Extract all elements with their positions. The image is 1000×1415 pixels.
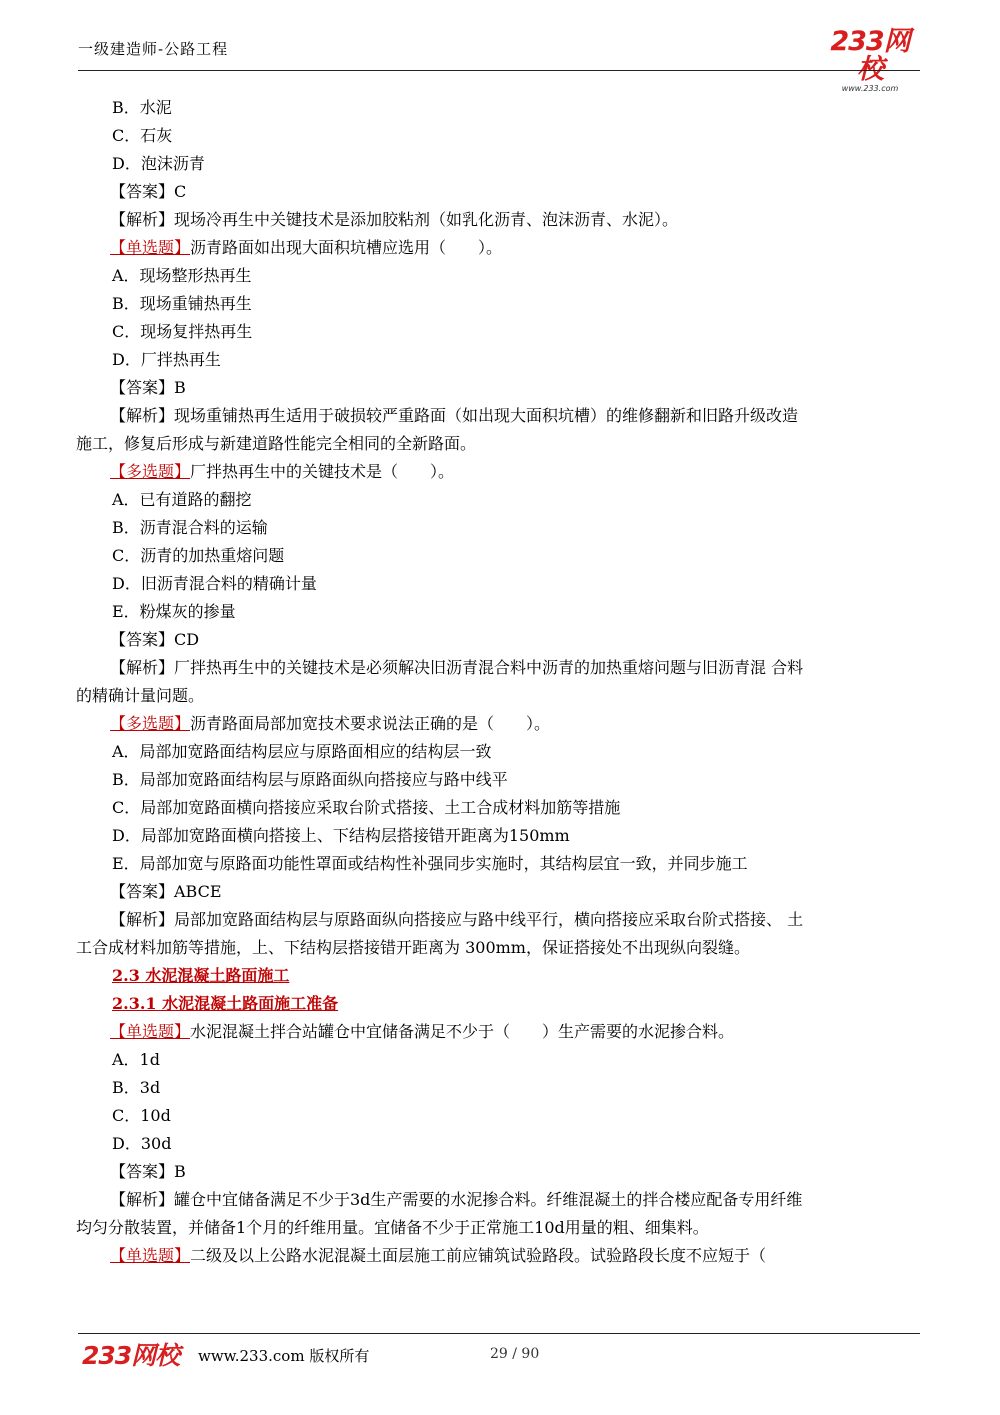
answer: 【答案】C [110, 182, 187, 201]
question-type-tag: 【单选题】 [110, 238, 191, 257]
option-a: A．现场整形热再生 [112, 266, 252, 285]
option-e: E．局部加宽与原路面功能性罩面或结构性补强同步实施时，其结构层宜一致，并同步施工 [112, 854, 748, 873]
brand-logo [820, 28, 920, 93]
logo-url-text: www.233.com [841, 84, 899, 93]
option-b: B．水泥 [112, 98, 172, 117]
option-a: A．已有道路的翻挖 [112, 490, 252, 509]
option-d: D．局部加宽路面横向搭接上、下结构层搭接错开距离为150mm [112, 826, 570, 845]
option-d: D．厂拌热再生 [112, 350, 221, 369]
question-type-tag: 【多选题】 [110, 462, 191, 481]
question-type-tag: 【多选题】 [110, 714, 191, 733]
analysis: 【解析】厂拌热再生中的关键技术是必须解决旧沥青混合料中沥青的加热重熔问题与旧沥青混 合料 [110, 658, 804, 677]
footer-logo: 233网校 [82, 1341, 180, 1370]
analysis-continued: 施工，修复后形成与新建道路性能完全相同的全新路面。 [76, 434, 477, 453]
question-stem [0, 710, 1000, 738]
option-c: C．现场复拌热再生 [112, 322, 253, 341]
section-heading [0, 962, 1000, 990]
question-stem [0, 458, 1000, 486]
answer: 【答案】B [110, 1162, 186, 1181]
analysis-continued: 工合成材料加筋等措施，上、下结构层搭接错开距离为 300mm，保证搭接处不出现纵向裂缝。 [76, 938, 750, 957]
option-d: D．30d [112, 1134, 172, 1153]
option-c: C．10d [112, 1106, 171, 1125]
analysis: 【解析】罐仓中宜储备满足不少于3d生产需要的水泥掺合料。纤维混凝土的拌合楼应配备专用纤维 [110, 1190, 803, 1209]
question-text: 沥青路面如出现大面积坑槽应选用（ ）。 [190, 238, 503, 257]
question-type-tag: 【单选题】 [110, 1022, 191, 1041]
logo-brand-text: 233网校 [830, 26, 910, 85]
option-d: D．旧沥青混合料的精确计量 [112, 574, 317, 593]
subsection-heading [0, 990, 1000, 1018]
option-b: B．3d [112, 1078, 161, 1097]
option-d: D．泡沫沥青 [112, 154, 205, 173]
option-e: E．粉煤灰的掺量 [112, 602, 236, 621]
question-text: 水泥混凝土拌合站罐仓中宜储备满足不少于（ ）生产需要的水泥掺合料。 [190, 1022, 735, 1041]
question-text: 沥青路面局部加宽技术要求说法正确的是（ ）。 [190, 714, 551, 733]
analysis-continued: 均匀分散装置，并储备1个月的纤维用量。宜储备不少于正常施工10d用量的粗、细集料。 [76, 1218, 709, 1237]
option-a: A．局部加宽路面结构层应与原路面相应的结构层一致 [112, 742, 492, 761]
question-stem [0, 1018, 1000, 1046]
question-type-tag: 【单选题】 [110, 1246, 191, 1265]
question-stem [0, 1242, 1000, 1270]
question-text: 厂拌热再生中的关键技术是（ ）。 [190, 462, 455, 481]
question-text: 二级及以上公路水泥混凝土面层施工前应铺筑试验路段。试验路段长度不应短于（ [190, 1246, 767, 1265]
analysis: 【解析】现场冷再生中关键技术是添加胶粘剂（如乳化沥青、泡沫沥青、水泥）。 [110, 210, 679, 229]
analysis-continued: 的精确计量问题。 [76, 686, 205, 705]
question-stem [0, 234, 1000, 262]
footer-divider [78, 1333, 920, 1334]
option-c: C．局部加宽路面横向搭接应采取台阶式搭接、土工合成材料加筋等措施 [112, 798, 621, 817]
header-divider [78, 70, 920, 71]
footer-copyright: www.233.com 版权所有 [198, 1347, 370, 1365]
page-number: 29 / 90 [490, 1346, 540, 1362]
analysis: 【解析】现场重铺热再生适用于破损较严重路面（如出现大面积坑槽）的维修翻新和旧路升级改造 [110, 406, 799, 425]
option-b: B．局部加宽路面结构层与原路面纵向搭接应与路中线平 [112, 770, 508, 789]
option-b: B．沥青混合料的运输 [112, 518, 268, 537]
section-heading-text: 2.3 水泥混凝土路面施工 [112, 966, 290, 985]
option-a: A．1d [112, 1050, 160, 1069]
answer: 【答案】B [110, 378, 186, 397]
option-b: B．现场重铺热再生 [112, 294, 252, 313]
page-content [0, 94, 1000, 1270]
answer: 【答案】CD [110, 630, 200, 649]
analysis: 【解析】局部加宽路面结构层与原路面纵向搭接应与路中线平行，横向搭接应采取台阶式搭接、 土 [110, 910, 804, 929]
option-c: C．石灰 [112, 126, 173, 145]
document-header-title: 一级建造师-公路工程 [78, 40, 229, 58]
option-c: C．沥青的加热重熔问题 [112, 546, 285, 565]
subsection-heading-text: 2.3.1 水泥混凝土路面施工准备 [112, 994, 339, 1013]
answer: 【答案】ABCE [110, 882, 222, 901]
